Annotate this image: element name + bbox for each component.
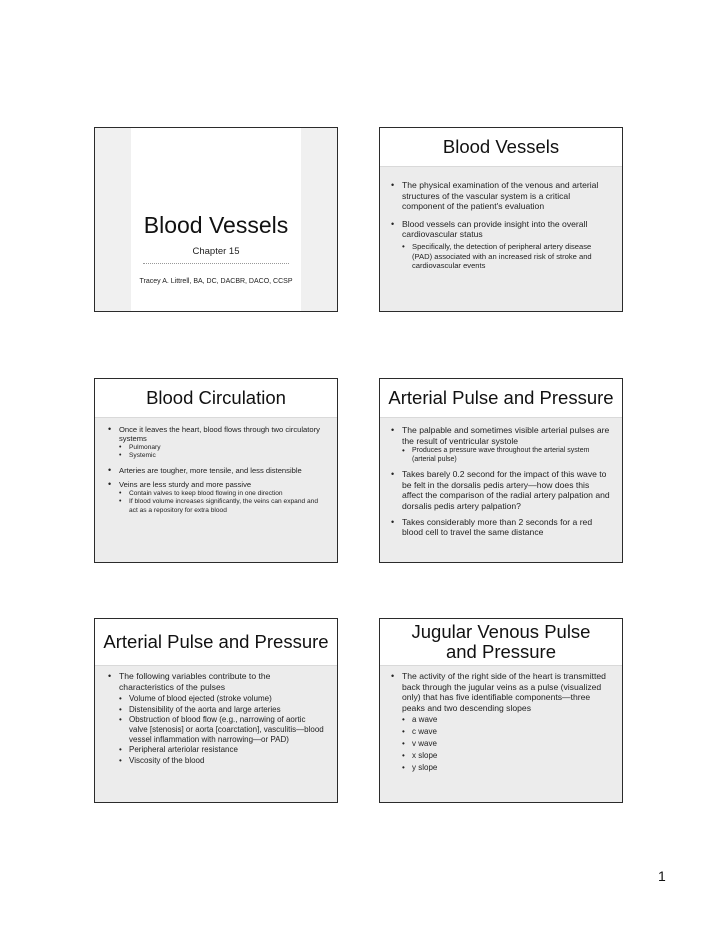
slide-3-subbullet: • Contain valves to keep blood flowing in one direction — [105, 490, 323, 499]
page-number: 1 — [658, 868, 666, 884]
slide-3-subbullet: • Pulmonary — [105, 444, 323, 453]
slide-3-title: Blood Circulation — [95, 379, 337, 417]
slide-5-subbullet: • Volume of blood ejected (stroke volume) — [105, 694, 325, 705]
slide-3 — [94, 378, 338, 563]
slide-3-bullet: • Once it leaves the heart, blood flows through two circulatory systems — [105, 425, 323, 444]
slide-2-bullet: • Blood vessels can provide insight into the overall cardiovascular status — [388, 219, 612, 240]
slide-2 — [379, 127, 623, 312]
slide-3-body — [95, 417, 337, 562]
slide-3-subbullet: • If blood volume increases significantly, the veins can expand and act as a repository for extra blood — [105, 498, 323, 515]
slide-3-bullet: • Arteries are tougher, more tensile, and less distensible — [105, 466, 323, 475]
slide-3-bullet: • Veins are less sturdy and more passive — [105, 480, 323, 489]
slide-4-title: Arterial Pulse and Pressure — [380, 379, 622, 417]
slide-6-title — [380, 619, 622, 665]
slide-6-bullet: • The activity of the right side of the heart is transmitted back through the jugular veins as a pulse (visualized only) that has five identifiable components—three peaks and two descending slopes — [388, 671, 610, 713]
slide-5 — [94, 618, 338, 803]
slide-2-bullet: • The physical examination of the venous and arterial structures of the vascular system is a critical component of the patient's evaluation — [388, 180, 612, 212]
slide-6 — [379, 618, 623, 803]
slide-1-subtitle: Chapter 15 — [192, 246, 240, 257]
slide-2-title: Blood Vessels — [380, 128, 622, 166]
slide-1 — [94, 127, 338, 312]
slide-1-title: Blood Vessels — [143, 212, 289, 238]
slide-4-subbullet: • Produces a pressure wave throughout the arterial system (arterial pulse) — [388, 446, 612, 464]
slide-5-bullet: • The following variables contribute to the characteristics of the pulses — [105, 671, 325, 692]
slide-5-body — [95, 665, 337, 802]
slide-6-title-line1: Jugular Venous Pulse — [411, 621, 591, 642]
slide-5-subbullet: • Viscosity of the blood — [105, 756, 325, 767]
slide-1-author: Tracey A. Littrell, BA, DC, DACBR, DACO, CCSP — [139, 278, 293, 285]
slide-3-subbullet: • Systemic — [105, 452, 323, 461]
slide-6-subbullet: • a wave — [388, 714, 610, 726]
slide-6-subbullet: • c wave — [388, 726, 610, 738]
slide-5-subbullet: • Peripheral arteriolar resistance — [105, 745, 325, 756]
slide-4-bullet: • Takes barely 0.2 second for the impact of this wave to be felt in the dorsalis pedis artery—how does this affect the comparison of the radial artery palpation and dorsalis pedis artery palpation? — [388, 469, 612, 511]
slide-1-divider — [143, 263, 289, 264]
slide-2-body — [380, 166, 622, 311]
slide-6-title-line2: and Pressure — [445, 641, 557, 662]
slide-4-bullet: • The palpable and sometimes visible arterial pulses are the result of ventricular systole — [388, 425, 612, 446]
slide-4-bullet: • Takes considerably more than 2 seconds for a red blood cell to travel the same distance — [388, 517, 612, 538]
slide-5-subbullet: • Distensibility of the aorta and large arteries — [105, 705, 325, 716]
slide-2-subbullet: • Specifically, the detection of peripheral artery disease (PAD) associated with an increased risk of stroke and cardiovascular events — [388, 242, 612, 271]
slide-4 — [379, 378, 623, 563]
slide-6-subbullet: • y slope — [388, 762, 610, 774]
slide-6-body — [380, 665, 622, 802]
slide-5-subbullet: • Obstruction of blood flow (e.g., narrowing of aortic valve [stenosis] or aorta [coarctation], vasculitis—blood vessel inflammation with narrowing—or PAD) — [105, 715, 325, 745]
slide-6-subbullet: • v wave — [388, 738, 610, 750]
slide-4-body — [380, 417, 622, 562]
slide-5-title: Arterial Pulse and Pressure — [95, 619, 337, 665]
slide-6-subbullet: • x slope — [388, 750, 610, 762]
